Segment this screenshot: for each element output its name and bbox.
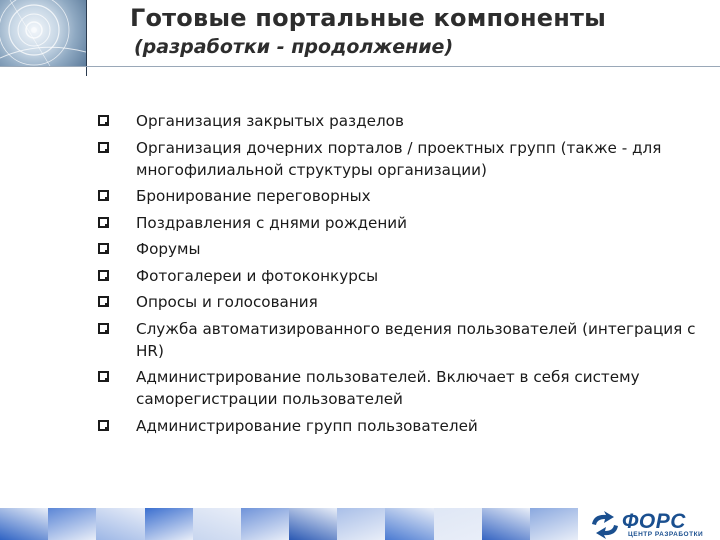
bullet-item — [98, 110, 698, 132]
slide-subtitle: (разработки - продолжение) — [134, 36, 454, 58]
bullet-item — [98, 415, 698, 437]
checkbox-bullet-icon — [98, 270, 110, 282]
footer-tile — [48, 508, 96, 540]
bullet-text: Организация дочерних порталов / проектных групп (также - для многофилиальной структуры организации) — [136, 138, 662, 179]
bullet-item — [98, 238, 698, 260]
checkbox-bullet-icon — [98, 323, 110, 335]
checkbox-bullet-icon — [98, 420, 110, 432]
bullet-text: Форумы — [136, 240, 201, 258]
checkbox-bullet-icon — [98, 243, 110, 255]
fors-logo — [588, 510, 718, 540]
header-horizontal-rule — [0, 66, 720, 67]
checkbox-bullet-icon — [98, 217, 110, 229]
footer-tile — [241, 508, 289, 540]
header-decor-graphic — [0, 0, 86, 66]
footer-tile — [434, 508, 482, 540]
bullet-list — [98, 110, 698, 441]
bullet-text: Организация закрытых разделов — [136, 112, 404, 130]
footer-tile — [0, 508, 48, 540]
logo-tagline: ЦЕНТР РАЗРАБОТКИ — [628, 531, 704, 538]
footer-tile — [145, 508, 193, 540]
bullet-text: Администрирование групп пользователей — [136, 416, 478, 435]
bullet-text: Администрирование пользователей. Включает в себя систему саморегистрации пользователей — [136, 368, 640, 408]
checkbox-bullet-icon — [98, 371, 110, 383]
slide-title: Готовые портальные компоненты — [130, 4, 607, 32]
checkbox-bullet-icon — [98, 115, 110, 127]
checkbox-bullet-icon — [98, 296, 110, 308]
bullet-item — [98, 212, 698, 234]
logo-name: ФОРС — [622, 510, 686, 533]
footer-tile — [482, 508, 530, 540]
bullet-text: Фотогалереи и фотоконкурсы — [136, 266, 379, 285]
footer-tile — [385, 508, 433, 540]
footer-image-tiles — [0, 508, 578, 540]
checkbox-bullet-icon — [98, 190, 110, 202]
footer-tile — [530, 508, 578, 540]
fors-logo-arrows-icon — [588, 510, 622, 540]
footer-tile — [193, 508, 241, 540]
bullet-text: Бронирование переговорных — [136, 187, 371, 205]
bullet-item — [98, 318, 698, 362]
footer-tile — [96, 508, 144, 540]
bullet-item — [98, 265, 698, 287]
bullet-text: Опросы и голосования — [136, 293, 318, 311]
checkbox-bullet-icon — [98, 142, 110, 154]
bullet-item — [98, 291, 698, 313]
bullet-text: Поздравления с днями рождений — [136, 213, 408, 232]
footer-tile — [337, 508, 385, 540]
bullet-item — [98, 185, 698, 207]
bullet-text: Служба автоматизированного ведения пользователей (интеграция с HR) — [136, 319, 696, 360]
bullet-item — [98, 366, 698, 410]
header-vertical-rule — [86, 0, 87, 76]
bullet-item — [98, 137, 698, 181]
footer-tile — [289, 508, 337, 540]
